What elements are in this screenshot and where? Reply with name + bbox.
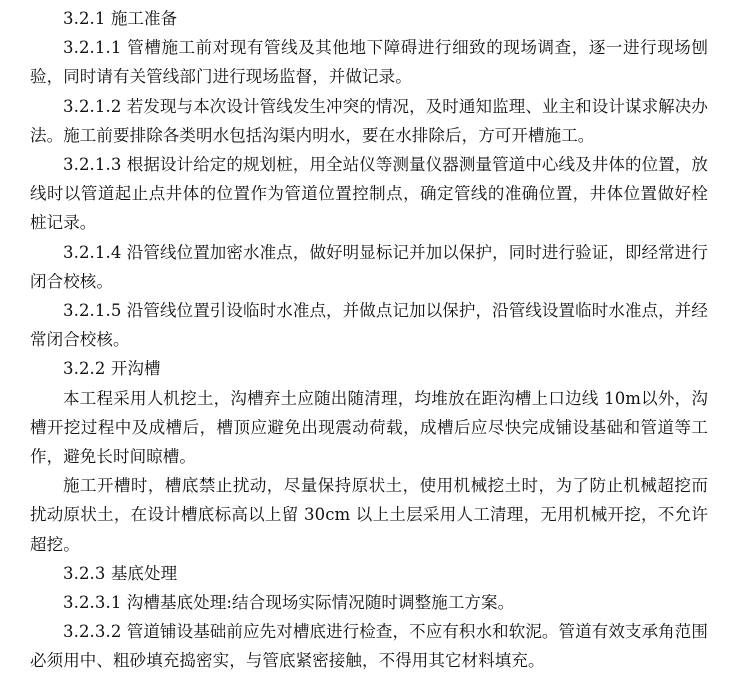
paragraph-trench-excavation: 本工程采用人机挖土，沟槽弃土应随出随清理，均堆放在距沟槽上口边线 10m以外，沟槽开挖过程中及成槽后，槽顶应避免出现震动荷载，成槽后应尽快完成铺设基础和管道等工作，避免长时间晾槽。	[30, 388, 708, 467]
paragraph-3-2-1-1: 3.2.1.1 管槽施工前对现有管线及其他地下障碍进行细致的现场调查，逐一进行现场刨验，同时请有关管线部门进行现场监督，并做记录。	[30, 38, 708, 87]
section-heading-3-2-1: 3.2.1 施工准备	[63, 9, 178, 28]
paragraph-3-2-1-4: 3.2.1.4 沿管线位置加密水准点，做好明显标记并加以保护，同时进行验证，即经常进行闭合校核。	[30, 242, 708, 291]
document-body	[30, 4, 708, 676]
section-heading-3-2-3: 3.2.3 基底处理	[63, 563, 178, 583]
paragraph-3-2-1-3: 3.2.1.3 根据设计给定的规划桩，用全站仪等测量仪器测量管道中心线及井体的位置，放线时以管道起止点井体的位置作为管道位置控制点，确定管线的准确位置，井体位置做好栓桩记录。	[30, 155, 708, 233]
paragraph-3-2-3-1: 3.2.3.1 沟槽基底处理:结合现场实际情况随时调整施工方案。	[63, 593, 515, 613]
paragraph-3-2-1-2: 3.2.1.2 若发现与本次设计管线发生冲突的情况，及时通知监理、业主和设计谋求解决办法。施工前要排除各类明水包括沟渠内明水，要在水排除后，方可开槽施工。	[30, 96, 708, 145]
paragraph-3-2-1-5: 3.2.1.5 沿管线位置引设临时水准点，并做点记加以保护，沿管线设置临时水准点，并经常闭合校核。	[30, 301, 708, 350]
paragraph-3-2-3-2: 3.2.3.2 管道铺设基础前应先对槽底进行检查，不应有积水和软泥。管道有效支承角范围必须用中、粗砂填充捣密实，与管底紧密接触，不得用其它材料填充。	[30, 622, 708, 671]
paragraph-trench-bottom-protection: 施工开槽时，槽底禁止扰动，尽量保持原状土，使用机械挖土时，为了防止机械超挖而扰动原状土，在设计槽底标高以上留 30cm 以上土层采用人工清理，无用机械开挖，不允许超挖。	[30, 476, 708, 554]
section-heading-3-2-2: 3.2.2 开沟槽	[63, 359, 161, 379]
